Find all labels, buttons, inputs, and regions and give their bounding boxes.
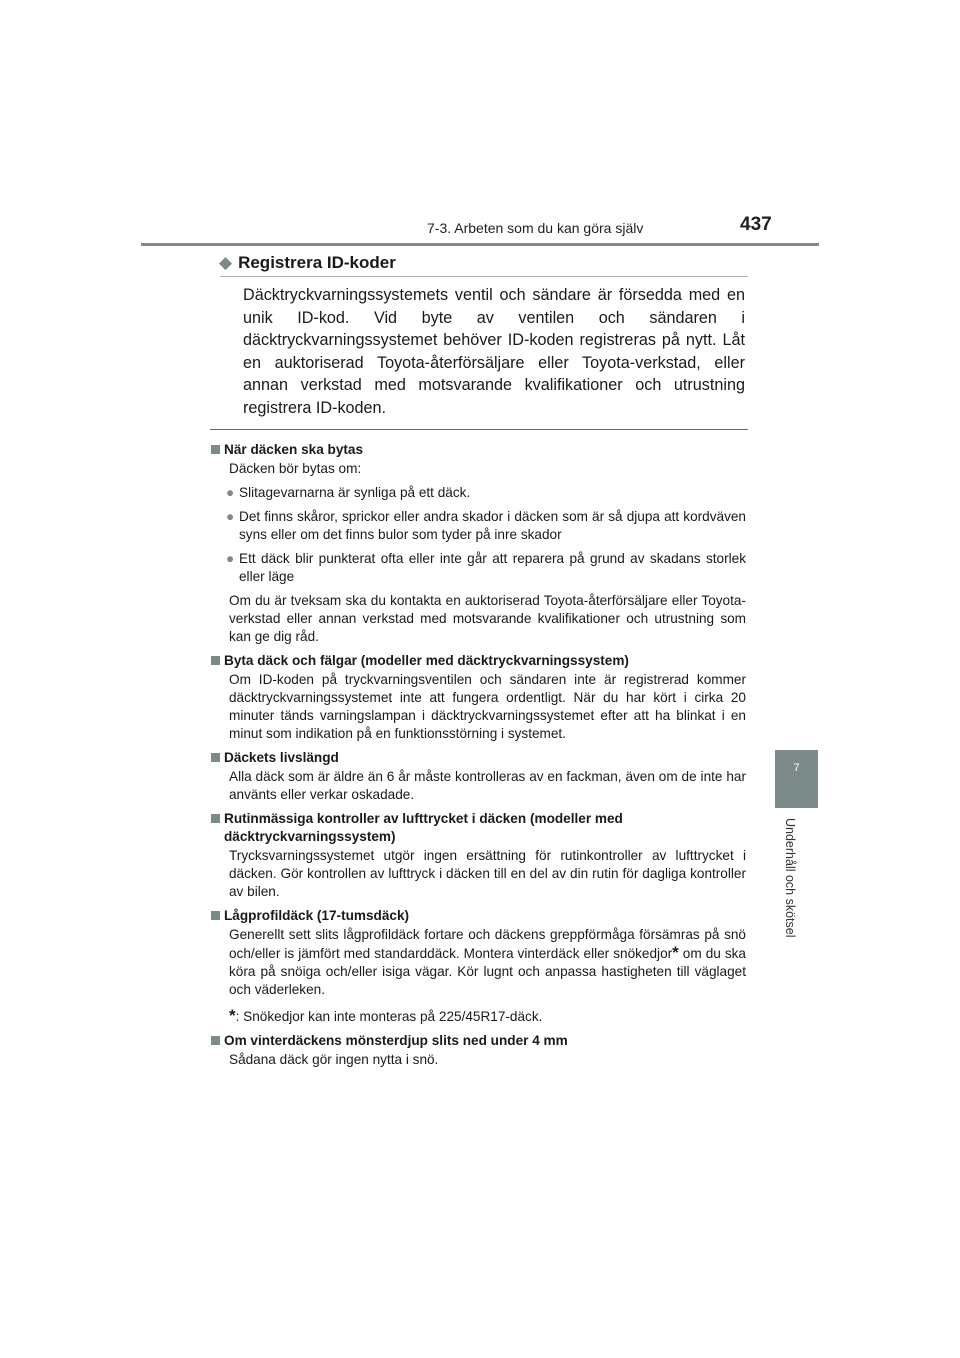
note-text: Om du är tveksam ska du kontakta en auktoriserad Toyota-återförsäljare eller Toyota-verkstad eller annan verkstad med motsvarande kvalifikationer och utrustning som kan ge dig råd. (229, 593, 746, 644)
section-divider (210, 429, 748, 430)
note-title: Däckets livslängd (210, 749, 746, 767)
footnote-marker: * (672, 943, 679, 962)
bullet-icon: ● (226, 509, 235, 524)
diamond-icon: ◆ (219, 253, 233, 272)
footnote: *: Snökedjor kan inte monteras på 225/45R17-däck. (229, 1006, 543, 1025)
note-title: Byta däck och fälgar (modeller med däcktryckvarningssystem) (210, 652, 746, 670)
bullet-icon: ● (226, 485, 235, 500)
note-text: Trycksvarningssystemet utgör ingen ersättning för rutinkontroller av lufttrycket i däcken. Gör kontrollen av lufttryck i däcken till en del av din rutin för dagliga kontroller av bilen. (229, 848, 746, 899)
note-text: Alla däck som är äldre än 6 år måste kontrolleras av en fackman, även om de inte har använts eller verkar oskadade. (229, 769, 746, 802)
note-text: Om ID-koden på tryckvarningsventilen och sändaren inte är registrerad kommer däcktryckvarningssystemet inte att fungera ordentligt. När du har kört i cirka 20 minuter tänds varningslampan i däcktryckvarningssystemet efter att ha blinkat i en minut som indikation på en funktionsstörning i systemet. (229, 672, 746, 741)
notes-section (210, 437, 746, 1069)
chapter-tab: 7 (775, 750, 818, 808)
list-item: ● Ett däck blir punkterat ofta eller inte går att reparera på grund av skadans storlek eller läge (226, 551, 746, 584)
note-title: När däcken ska bytas (210, 441, 746, 459)
note-title: Om vinterdäckens mönsterdjup slits ned under 4 mm (210, 1032, 746, 1050)
header-divider (141, 243, 819, 246)
sub-heading-title: Registrera ID-koder (238, 253, 396, 272)
note-title: Lågprofildäck (17-tumsdäck) (210, 907, 746, 925)
bullet-icon: ● (226, 551, 235, 566)
note-text: Sådana däck gör ingen nytta i snö. (229, 1052, 439, 1067)
list-item: ● Det finns skåror, sprickor eller andra skador i däcken som är så djupa att kordväven syns eller om det finns bulor som tyder på inre skador (226, 509, 746, 542)
note-text: Generellt sett slits lågprofildäck fortare och däckens greppförmåga försämras på snö och/eller is jämfört med standarddäck. Montera vinterdäck eller snökedjor* om du ska köra på snöiga och/eller isiga vägar. Kör lugnt och anpassa hastigheten till väglaget och väderleken. (229, 927, 746, 997)
header-section-title: 7-3. Arbeten som du kan göra själv (427, 220, 644, 236)
sub-heading (219, 253, 396, 273)
page-number: 437 (740, 214, 772, 235)
note-title: Rutinmässiga kontroller av lufttrycket i däcken (modeller med däcktryckvarningssystem) (210, 810, 746, 846)
list-item: ● Slitagevarnarna är synliga på ett däck. (226, 485, 471, 500)
footnote-marker: * (229, 1006, 236, 1025)
sub-heading-divider (220, 276, 748, 277)
intro-paragraph: Däcktryckvarningssystemets ventil och sändare är försedda med en unik ID-kod. Vid byte av ventilen och sändaren i däcktryckvarningssystemet behöver ID-koden registreras på nytt. Låt en auktoriserad Toyota-återförsäljare eller Toyota-verkstad, eller annan verkstad med motsvarande kvalifikationer och utrustning registrera ID-koden. (243, 286, 745, 417)
chapter-label: Underhåll och skötsel (783, 818, 797, 938)
note-text: Däcken bör bytas om: (229, 461, 362, 476)
